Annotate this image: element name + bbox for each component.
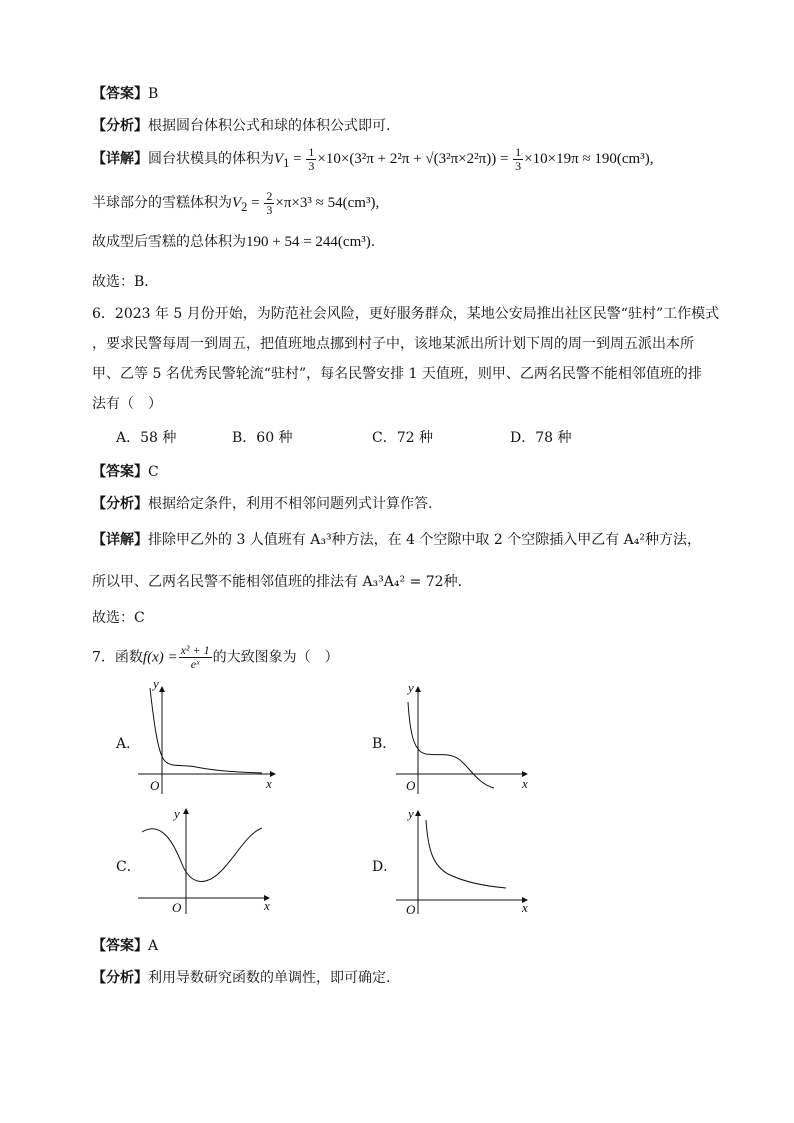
q6-stem-line-1: 6．2023 年 5 月份开始，为防范社会风险，更好服务群众，某地公安局推出社区民警“驻村”工作模式 bbox=[92, 306, 720, 322]
q6-answer-line bbox=[92, 462, 159, 482]
analysis-tag: 【分析】 bbox=[92, 118, 148, 134]
q6-detail1-text: 排除甲乙外的 3 人值班有 A₃³种方法，在 4 个空隙中取 2 个空隙插入甲乙有 A₄²种方法， bbox=[148, 532, 701, 548]
q5-analysis-line bbox=[92, 116, 390, 136]
graph-d-x-label: x bbox=[522, 900, 528, 915]
answer-tag: 【答案】 bbox=[92, 938, 148, 954]
q7-func-lhs: f(x) = bbox=[142, 649, 178, 666]
q6-detail-line-1 bbox=[92, 530, 701, 550]
q6-detail-line-2: 所以甲、乙两名民警不能相邻值班的排法有 A₃³A₄² = 72种. bbox=[92, 574, 463, 590]
y-axis-arrow bbox=[159, 686, 165, 692]
graph-b-origin: O bbox=[406, 778, 416, 793]
q6-option-b: B．60 种 bbox=[232, 430, 293, 446]
graph-b-x-label: x bbox=[522, 776, 528, 791]
y-axis-arrow bbox=[415, 810, 421, 816]
graph-d-label: D． bbox=[372, 859, 398, 875]
q6-analysis-line bbox=[92, 494, 432, 514]
q6-option-c: C．72 种 bbox=[372, 430, 433, 446]
q6-stem-line-4: 法有（ ） bbox=[92, 396, 162, 412]
q5-choose: 故选：B. bbox=[92, 274, 149, 290]
q5-detail3-prefix: 故成型后雪糕的总体积为 bbox=[92, 234, 246, 250]
q5-detail1-formula: $V_1$ = $\frac{1}{3}$ ×10×(3²π + 2²π + √(3²π×2²π)) = $\frac{1}{3}$ ×10×19π ≈ 190(cm³), bbox=[274, 145, 654, 173]
detail-tag: 【详解】 bbox=[92, 532, 148, 548]
q5-detail-line-3 bbox=[92, 232, 375, 252]
graph-c-y-label: y bbox=[174, 806, 180, 821]
q5-answer-value: B bbox=[148, 86, 159, 102]
q5-detail3-end: . bbox=[370, 234, 376, 250]
q7-stem-suffix: 的大致图象为（ ） bbox=[212, 649, 339, 666]
graph-a-x-label: x bbox=[266, 776, 272, 791]
q5-detail2-formula: $V_2$ = $\frac{2}{3}$ ×π×3³ ≈ 54(cm³), bbox=[232, 189, 380, 217]
graph-c-label: C． bbox=[116, 859, 141, 875]
q7-answer-value: A bbox=[148, 938, 159, 954]
q5-detail3-formula: 190 + 54 = 244 bbox=[246, 234, 338, 250]
graph-d-y-label: y bbox=[408, 806, 414, 821]
q7-func-fraction: $\frac{\text{x² + 1}}{\text{eˣ}}$ bbox=[180, 643, 210, 671]
q6-option-a: A．58 种 bbox=[116, 430, 177, 446]
graph-a-y-label: y bbox=[153, 676, 159, 691]
graph-c bbox=[136, 804, 276, 916]
q6-analysis-text: 根据给定条件，利用不相邻问题列式计算作答. bbox=[148, 496, 433, 512]
answer-tag: 【答案】 bbox=[92, 86, 148, 102]
graph-b-y-label: y bbox=[408, 680, 414, 695]
curve-a bbox=[150, 688, 262, 773]
curve-c bbox=[142, 828, 262, 881]
curve-b bbox=[408, 702, 494, 788]
answer-tag: 【答案】 bbox=[92, 464, 148, 480]
detail-tag: 【详解】 bbox=[92, 150, 148, 167]
y-axis-arrow bbox=[415, 686, 421, 692]
graph-c-x-label: x bbox=[264, 898, 270, 913]
q5-analysis-text: 根据圆台体积公式和球的体积公式即可. bbox=[148, 118, 391, 134]
q5-detail1-prefix: 圆台状模具的体积为 bbox=[148, 150, 274, 167]
graph-a-label: A． bbox=[116, 736, 141, 752]
graph-d bbox=[394, 804, 534, 916]
q5-detail-line-1 bbox=[92, 146, 653, 173]
graph-c-origin: O bbox=[172, 900, 182, 915]
q5-detail2-prefix: 半球部分的雪糕体积为 bbox=[92, 194, 232, 211]
graph-b-label: B． bbox=[372, 736, 397, 752]
q7-analysis-line bbox=[92, 968, 390, 988]
q5-detail3-unit: (cm³) bbox=[337, 234, 371, 250]
q6-answer-value: C bbox=[148, 464, 159, 480]
analysis-tag: 【分析】 bbox=[92, 496, 148, 512]
q5-answer-line bbox=[92, 84, 158, 104]
q6-stem-line-3: 甲、乙等 5 名优秀民警轮流“驻村”，每名民警安排 1 天值班，则甲、乙两名民警不能相邻值班的排 bbox=[92, 366, 702, 382]
y-axis-arrow bbox=[183, 808, 189, 814]
q5-detail-line-2 bbox=[92, 190, 379, 217]
q6-choose: 故选：C bbox=[92, 610, 145, 626]
q6-option-d: D．78 种 bbox=[510, 430, 572, 446]
q7-stem bbox=[92, 644, 339, 671]
graph-a-origin: O bbox=[150, 778, 160, 793]
curve-d bbox=[426, 820, 506, 888]
q7-stem-prefix: 7．函数 bbox=[92, 649, 143, 666]
q6-stem-line-2: ，要求民警每周一到周五，把值班地点挪到村子中，该地某派出所计划下周的周一到周五派出本所 bbox=[92, 336, 694, 352]
q7-analysis-text: 利用导数研究函数的单调性，即可确定. bbox=[148, 970, 391, 986]
graph-d-origin: O bbox=[406, 902, 416, 917]
q7-answer-line bbox=[92, 936, 158, 956]
analysis-tag: 【分析】 bbox=[92, 970, 148, 986]
